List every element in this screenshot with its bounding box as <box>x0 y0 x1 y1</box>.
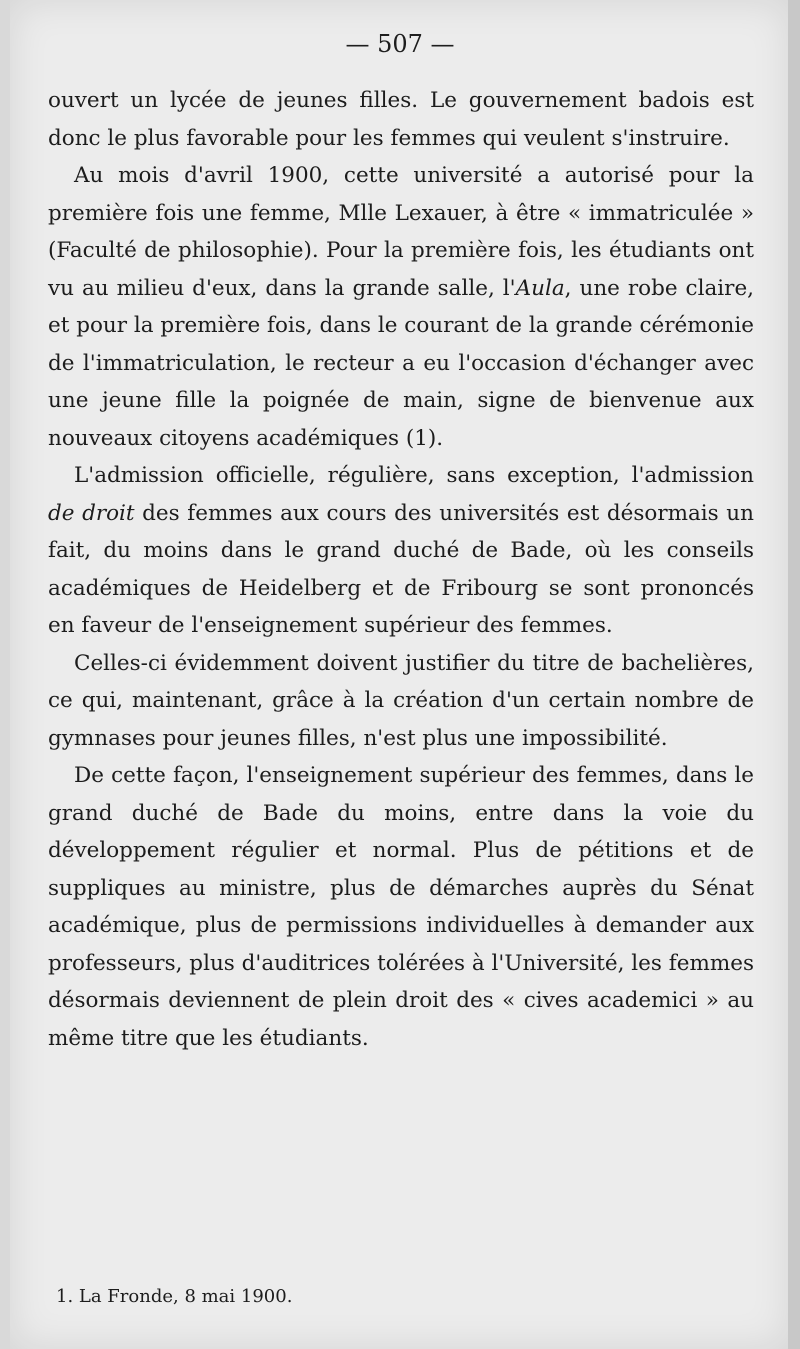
paragraph-4: Celles-ci évidemment doivent justifier du titre de bachelières, ce qui, maintenant, grâce à la création d'un certain nombre de gymnases pour jeunes filles, n'est plus une impossibilité. <box>48 650 754 751</box>
paragraph-5: De cette façon, l'enseignement supérieur des femmes, dans le grand duché de Bade du moins, entre dans la voie du développement régulier et normal. Plus de pétitions et de suppliques au ministre, plus de démarches auprès du Sénat académique, plus de permissions individuelles à demander aux professeurs, plus d'auditrices tolérées à l'Université, les femmes désormais deviennent de plein droit des « cives academici » au même titre que les étudiants. <box>48 763 754 1051</box>
paragraph-3-text-a: L'admission officielle, régulière, sans exception, l'admission <box>74 463 754 488</box>
paragraph-2 <box>48 157 754 457</box>
paragraph-2-text-a: Au mois d'avril 1900, cette université a autorisé pour la première fois une femme, Mlle Lexauer, à être « immatriculée » (Faculté de philosophie). Pour la première fois, les étudiants ont vu au milieu d'eux, dans la grande salle, l' <box>48 163 754 301</box>
paragraph-3 <box>48 457 754 645</box>
footnote: 1. La Fronde, 8 mai 1900. <box>56 1286 293 1307</box>
body-text <box>48 82 754 1057</box>
paragraph-2-italic-aula: Aula <box>515 275 565 301</box>
paragraph-1: ouvert un lycée de jeunes filles. Le gouvernement badois est donc le plus favorable pour les femmes qui veulent s'instruire. <box>48 88 754 151</box>
page-number: — 507 — <box>345 30 455 58</box>
paragraph-3-italic-de-droit: de droit <box>48 500 135 526</box>
paragraph-2-text-b: , une robe claire, et pour la première fois, dans le courant de la grande cérémonie de l'immatriculation, le recteur a eu l'occasion d'échanger avec une jeune fille la poignée de main, signe de bienvenue aux nouveaux citoyens académiques (1). <box>48 275 754 451</box>
page-edge-shadow <box>788 0 800 1349</box>
paragraph-3-text-b: des femmes aux cours des universités est désormais un fait, du moins dans le grand duché de Bade, où les conseils académiques de Heidelberg et de Fribourg se sont prononcés en faveur de l'enseignement supérieur des femmes. <box>48 500 754 638</box>
